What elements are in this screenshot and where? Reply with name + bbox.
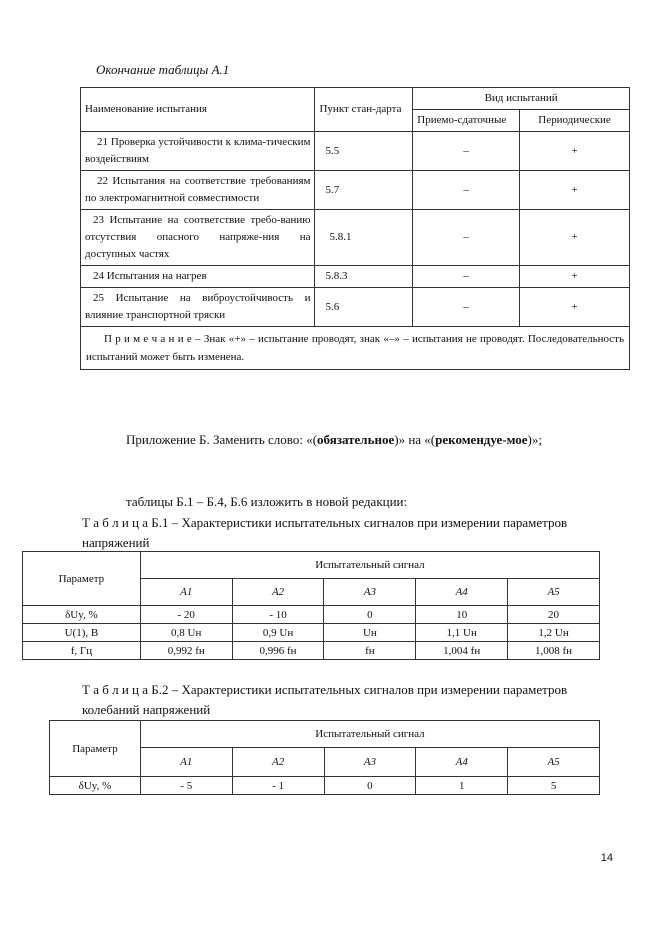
table-row	[81, 171, 630, 210]
signal-value: - 10	[232, 606, 324, 624]
table-b2-title: Т а б л и ц а Б.2 – Характеристики испытательных сигналов при измерении параметров колебаний напряжений	[82, 682, 568, 717]
signal-value: Uн	[324, 624, 416, 642]
test-clause: 5.5	[315, 132, 413, 171]
param-name: f, Гц	[23, 642, 141, 660]
signal-header: Испытательный сигнал	[140, 721, 599, 748]
test-periodic: +	[520, 171, 630, 210]
appendix-text-c: )» на «(	[394, 432, 436, 447]
test-acceptance: –	[413, 132, 520, 171]
test-periodic: +	[520, 288, 630, 327]
test-name: 21 Проверка устойчивости к клима-тическим воздействиям	[81, 132, 315, 171]
signal-value: - 5	[140, 777, 232, 795]
signal-value: 20	[508, 606, 600, 624]
test-name: 22 Испытания на соответствие требованиям по электромагнитной совместимости	[81, 171, 315, 210]
signal-label: A1	[140, 748, 232, 777]
param-header: Параметр	[23, 552, 141, 606]
header-test-kind: Вид испытаний	[413, 88, 630, 110]
signal-value: 5	[508, 777, 600, 795]
appendix-word-new: рекомендуе-мое	[435, 432, 528, 447]
signal-value: 1,008 fн	[508, 642, 600, 660]
table-row	[23, 624, 600, 642]
signal-label: A3	[324, 579, 416, 606]
table-b1-title: Т а б л и ц а Б.1 – Характеристики испытательных сигналов при измерении параметров напряжений	[82, 515, 568, 550]
signal-label: A5	[508, 748, 600, 777]
test-clause: 5.8.1	[315, 210, 413, 266]
test-acceptance: –	[413, 288, 520, 327]
test-clause: 5.8.3	[315, 266, 413, 288]
signal-value: 1	[416, 777, 508, 795]
test-name: 24 Испытания на нагрев	[81, 266, 315, 288]
signal-value: 0	[324, 606, 416, 624]
test-periodic: +	[520, 266, 630, 288]
test-clause: 5.6	[315, 288, 413, 327]
header-clause: Пункт стан-дарта	[315, 88, 413, 132]
signal-label: A2	[232, 748, 324, 777]
signal-value: 1,1 Uн	[416, 624, 508, 642]
test-acceptance: –	[413, 266, 520, 288]
test-periodic: +	[520, 210, 630, 266]
table-note: П р и м е ч а н и е – Знак «+» – испытание проводят, знак «–» – испытания не проводят. Последовательность испытаний может быть изменена.	[81, 327, 630, 370]
table-row	[23, 642, 600, 660]
tables-intro: таблицы Б.1 – Б.4, Б.6 изложить в новой редакции:	[126, 494, 408, 509]
page-number: 14	[600, 852, 613, 864]
signal-header: Испытательный сигнал	[140, 552, 599, 579]
signal-value: 0,996 fн	[232, 642, 324, 660]
param-name: δUy, %	[50, 777, 141, 795]
signal-value: 0	[324, 777, 416, 795]
param-name: δUy, %	[23, 606, 141, 624]
signal-label: A4	[416, 748, 508, 777]
signal-label: A2	[232, 579, 324, 606]
signal-label: A1	[140, 579, 232, 606]
appendix-word-old: обязательное	[317, 432, 395, 447]
table-row	[81, 132, 630, 171]
signal-value: 0,9 Uн	[232, 624, 324, 642]
signal-value: - 1	[232, 777, 324, 795]
signal-label: A5	[508, 579, 600, 606]
test-periodic: +	[520, 132, 630, 171]
test-name: 25 Испытание на виброустойчивость и влияние транспортной тряски	[81, 288, 315, 327]
header-test-name: Наименование испытания	[81, 88, 315, 132]
table-row	[23, 606, 600, 624]
param-name: U(1), В	[23, 624, 141, 642]
table-row	[50, 777, 600, 795]
header-periodic: Периодические	[520, 110, 630, 132]
signal-value: - 20	[140, 606, 232, 624]
header-acceptance: Приемо-сдаточные	[413, 110, 520, 132]
param-header: Параметр	[50, 721, 141, 777]
signal-value: 10	[416, 606, 508, 624]
table-a1-caption: Окончание таблицы А.1	[96, 62, 230, 77]
signal-value: fн	[324, 642, 416, 660]
appendix-text-e: )»;	[527, 432, 542, 447]
signal-value: 1,2 Uн	[508, 624, 600, 642]
table-row	[81, 210, 630, 266]
appendix-text-a: Приложение Б. Заменить слово: «(	[126, 432, 318, 447]
test-clause: 5.7	[315, 171, 413, 210]
signal-label: A3	[324, 748, 416, 777]
table-b2	[49, 720, 600, 795]
test-acceptance: –	[413, 210, 520, 266]
test-acceptance: –	[413, 171, 520, 210]
signal-label: A4	[416, 579, 508, 606]
signal-value: 0,992 fн	[140, 642, 232, 660]
appendix-paragraph	[82, 430, 614, 450]
table-b1	[22, 551, 600, 660]
table-row	[81, 266, 630, 288]
table-row	[81, 288, 630, 327]
table-a1	[80, 87, 630, 370]
test-name: 23 Испытание на соответствие требо-ванию отсутствия опасного напряже-ния на доступных частях	[81, 210, 315, 266]
signal-value: 0,8 Uн	[140, 624, 232, 642]
signal-value: 1,004 fн	[416, 642, 508, 660]
